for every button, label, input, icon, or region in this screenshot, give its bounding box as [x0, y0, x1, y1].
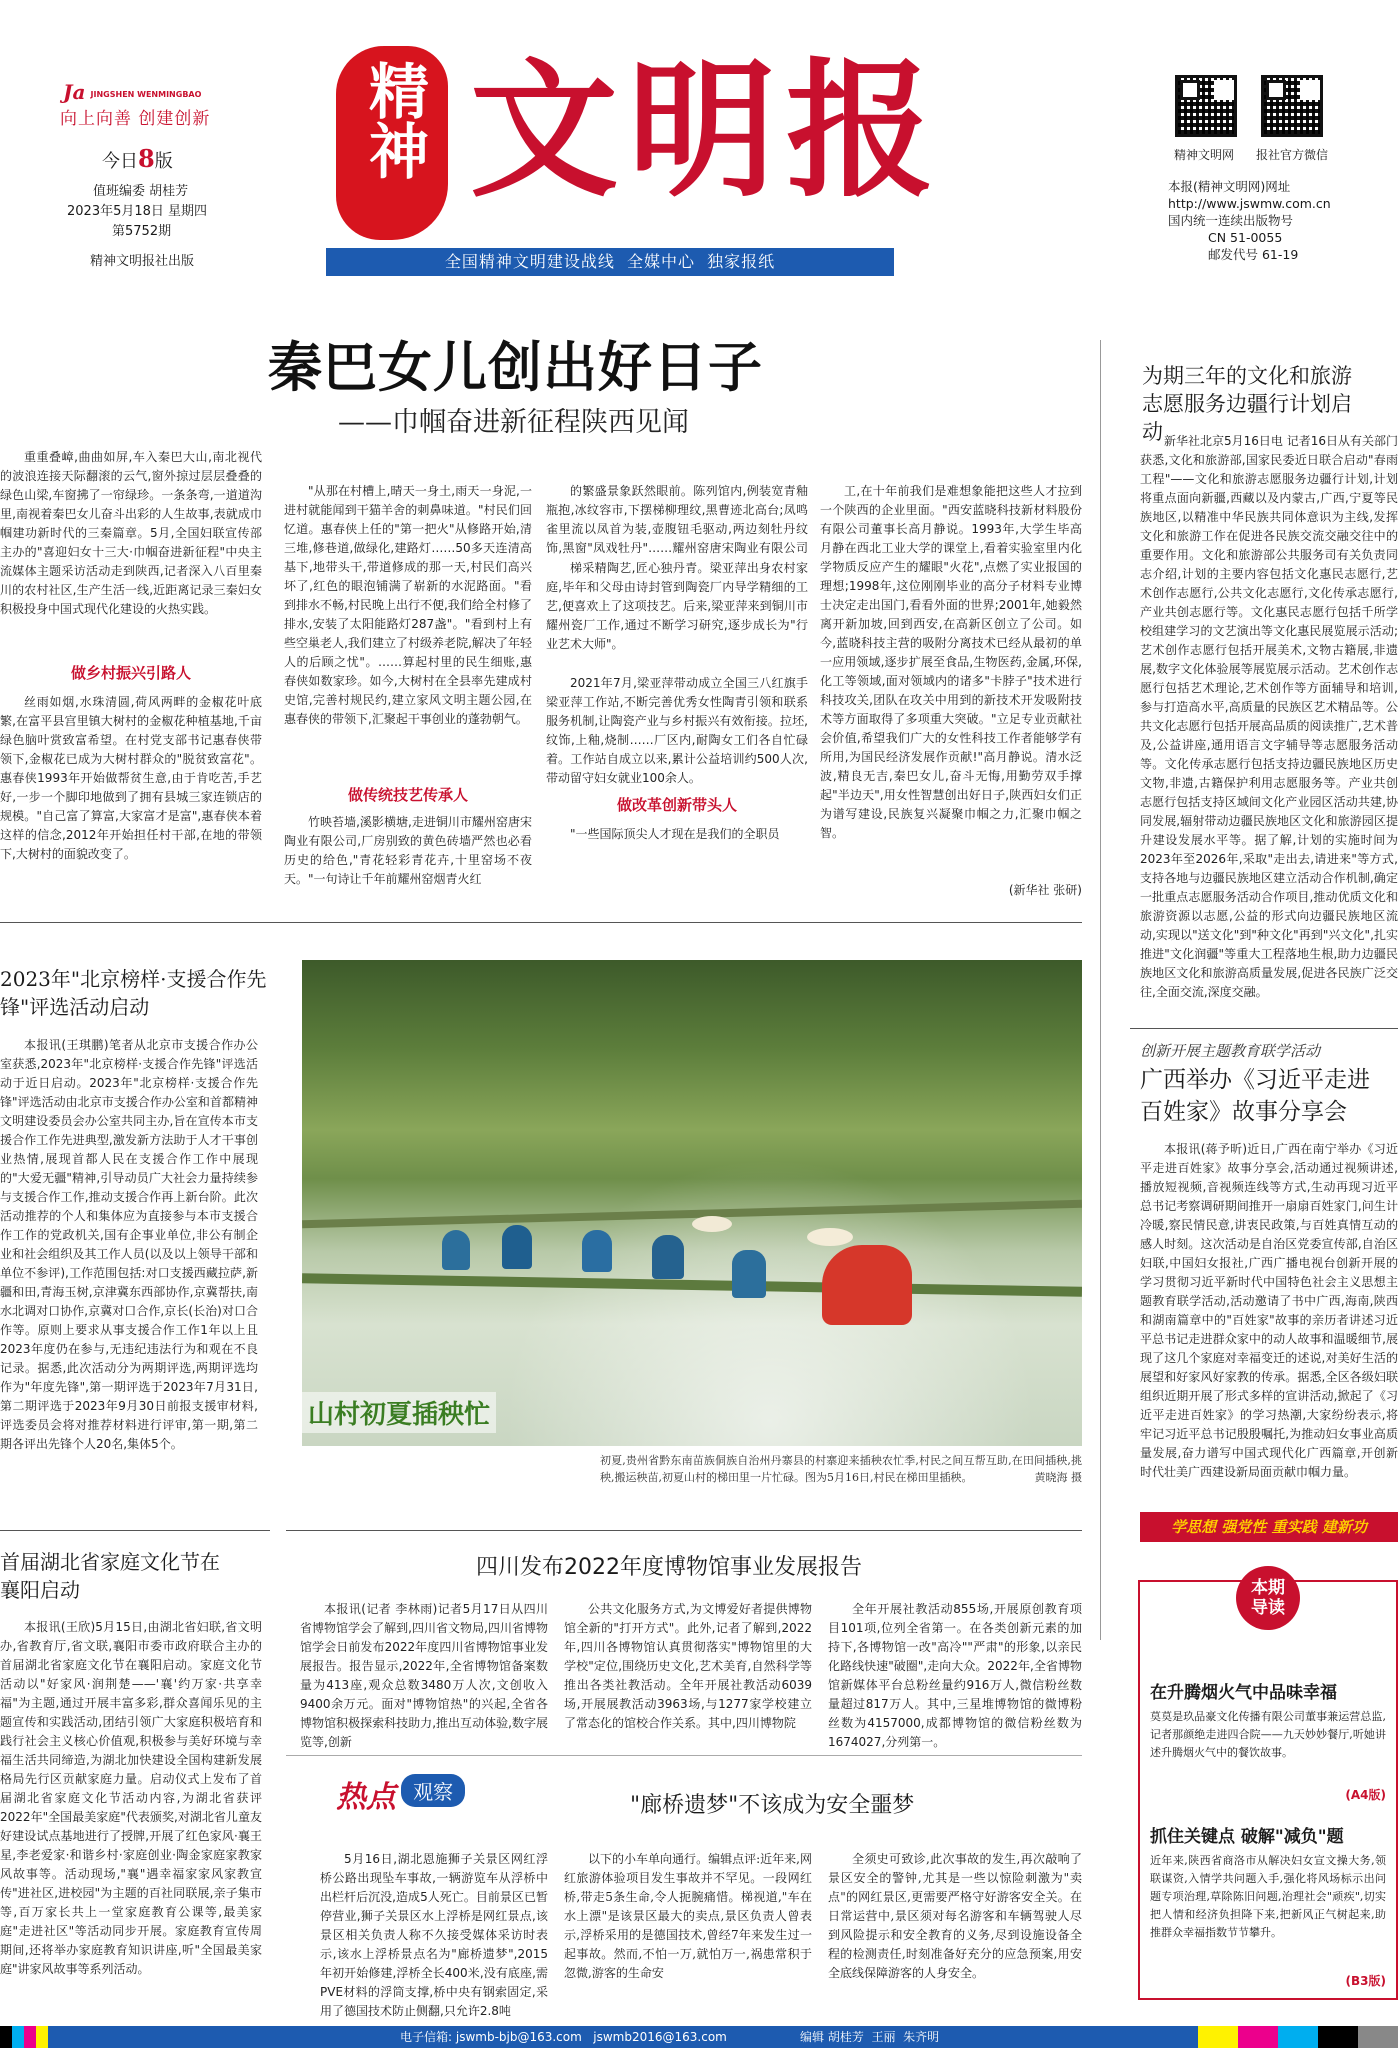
guide-item1-title[interactable]: 在升腾烟火气中品味幸福	[1150, 1683, 1337, 1703]
logo-main-text: 文明报	[470, 43, 944, 217]
color-registration-marks	[0, 2026, 60, 2048]
hot-column-1: 5月16日,湖北恩施狮子关景区网红浮桥公路出现坠车事故,一辆游览车从浮桥中出栏杆后沉没,造成5人死亡。目前景区已暂停营业,狮子关景区水上浮桥是网红景点,该景区相关负责人称不久接受媒体采访时表示,该水上浮桥景点名为"廊桥遗梦",2015年初开始修建,浮桥全长400米,没有底座,需PVE材料的浮筒支撑,桥中央有钢索固定,采用了德国技术防止侧翻,只允许2.8吨	[320, 1852, 548, 2018]
hot-column-2: 以下的小车单向通行。编辑点评:近年来,网红旅游体验项目发生事故并不罕见。一段网红桥,带走5条生命,令人扼腕痛惜。梯视道,"车在水上漂"是该景区最大的卖点,景区负责人曾表示,浮桥采用的是德国技术,曾经7年来发生过一起事故。然而,不怕一万,就怕万一,祸患常积于忽微,游客的生命安	[564, 1852, 812, 1980]
photo-caption: 初夏,贵州省黔东南苗族侗族自治州丹寨县的村寨迎来插秧农忙季,村民之间互帮互助,在田间插秧,挑秧,搬运秧苗,初夏山村的梯田里一片忙碌。图为5月16日,村民在梯田里插秧。 黄晓海 摄	[600, 1454, 1082, 1484]
left-mid-title: 2023年"北京榜样·支援合作先锋"评选活动启动	[0, 967, 267, 1019]
logo-left-text: 精神	[359, 60, 429, 180]
footer-editors: 编辑 胡桂芳 王丽 朱齐明	[800, 2030, 940, 2044]
lead-column-2: "从那在村槽上,晴天一身土,雨天一身泥,一进村就能闻到干猫羊舍的刺鼻味道。"村民们回忆道。惠春侠上任的"第一把火"从修路开始,清三堆,修巷道,做绿化,建路灯……50多天连清高基下,地带头干,带道修成的那一天,村民们高兴坏了,红色的眼泡铺满了崭新的水泥路面。"看到排水不畅,村民晚上出行不便,我们给全村修了排水,安装了太阳能路灯287盏"。"看到村上有些空巢老人,我们建立了村级养老院,解决了年轻人的后顾之忧"。……算起村里的民生细账,惠春侠如数家珍。如今,大树村在全县率先建成村史馆,完善村规民约,建立家风文明主题公园,在惠春侠的带领下,汇聚起干事创业的蓬勃朝气。 做传统技艺传承人 竹映苔墙,溪影横塘,走进铜川市耀州窑唐宋陶业有限公司,厂房别致的黄色砖墙严然也必看历史的给色,"青花轻彩青花卉,十里窑场不夜天。"一句诗让千年前耀州窑烟青火红	[284, 484, 532, 886]
guide-item2-title[interactable]: 抓住关键点 破解"减负"题	[1150, 1827, 1344, 1847]
right-mid-body: 本报讯(蒋予昕)近日,广西在南宁举办《习近平走进百姓家》故事分享会,活动通过视频讲述,播放短视频,音视频连线等方式,生动再现习近平总书记考察调研期间推开一扇扇百姓家门,问生计冷暖,察民情民意,讲衷民政策,与百姓真情互动的感人时刻。这次活动是自治区党委宣传部,自治区妇联,中国妇女报社,广西广播电视台创新开展的学习贯彻习近平新时代中国特色社会主义思想主题教育联学活动,活动邀请了书中广西,海南,陕西和湖南篇章中的"百姓家"故事的亲历者讲述习近平总书记走进群众家中的动人故事和温暖细节,展现了这几个家庭对幸福变迁的述说,对美好生活的展望和好家风好家教的传承。据悉,全区各级妇联组织近期开展了形式多样的宣讲活动,掀起了《习近平走进百姓家》的学习热潮,大家纷纷表示,将牢记习近平总书记殷殷嘱托,为推动妇女事业高质量发展,奋力谱写中国式现代化广西篇章,开创新时代壮美广西建设新局面贡献巾帼力量。	[1140, 1142, 1398, 1479]
divider-right-mid	[1130, 1028, 1398, 1029]
sichuan-title: 四川发布2022年度博物馆事业发展报告	[476, 1555, 862, 1580]
photo-credit: 黄晓海 摄	[1034, 1471, 1082, 1484]
lead-column-4: 工,在十年前我们是难想象能把这些人才拉到一个陕西的企业里面。"西安蓝晓科技新材料股份有限公司董事长高月静说。1993年,大学生毕高月静在西北工业大学的课堂上,看着实验室里内化学物质反应产生的耀眼"火花",点燃了实业报国的理想;1998年,这位刚刚毕业的高分子材料专业博士决定走出国门,看看外面的世界;2001年,她毅然离开新加坡,回到西安,在高新区创立了公司。如今,蓝晓科技主营的吸附分离技术已经从最初的单一应用领域,逐步扩展至食品,生物医药,金属,环保,化工等领域,面对领域内的诸多"卡脖子"技术进行科技攻关,团队在攻关中用到的新技术开发吸附技术等方面取得了多项重大突破。"立足专业贡献社会价值,希望我们广大的女性科技工作者能够学有所用,为国民经济发展作贡献!"高月静说。清水泛波,精良无吉,秦巴女儿,奋斗无悔,用勤劳双手撑起"半边天",用女性智慧创出好日子,陕西妇女们正为谱写建设,民族复兴凝聚巾帼之力,汇聚巾帼之智。 (新华社 张研)	[820, 482, 1082, 906]
photo-farmer	[732, 1250, 766, 1298]
photo-farmer	[652, 1235, 684, 1279]
right-top-title: 为期三年的文化和旅游志愿服务边疆行计划启动	[1142, 364, 1352, 444]
color-registration-marks-right	[1198, 2026, 1398, 2048]
sichuan-column-1: 本报讯(记者 李林雨)记者5月17日从四川省博物馆学会了解到,四川省文物局,四川省博物馆学会日前发布2022年度四川省博物馆事业发展报告。报告显示,2022年,全省博物馆备案数量为413座,观众总数3480万人次,文创收入9400余万元。面对"博物馆热"的兴起,全省各博物馆积极探索科技助力,推出互动体验,数字展览等,创新	[300, 1602, 548, 1749]
issue-date: 2023年5月18日 星期四	[67, 204, 208, 219]
tagline-bar: 全国精神文明建设战线 全媒中心 独家报纸	[326, 248, 894, 276]
left-bottom-body: 本报讯(王欣)5月15日,由湖北省妇联,省文明办,省教育厅,省文联,襄阳市委市政府联合主办的首届湖北省家庭文化节在襄阳启动。家庭文化节活动以"好家风·润荆楚——'襄'约万家·共享幸福"为主题,通过开展丰富多彩,群众喜闻乐见的主题宣传和实践活动,团结引领广大家庭积极培育和践行社会主义核心价值观,积极参与美好环境与幸福生活共同缔造,为湖北加快建设全国构建新发展格局先行区贡献家庭力量。启动仪式上发布了首届湖北省家庭文化节活动内容,为湖北省获评2022年"全国最美家庭"代表颁奖,对湖北省儿童友好建设试点基地进行了授牌,开展了红色家风·襄王星,李老爱家·和谐乡村·家庭创业·陶金家庭家教家风故事等。活动现场,"襄"遇幸福家家风家教宣传"进社区,进校园"为主题的百社同联展,亲子集市等,百万家长共上一堂家庭教育公课等,最美家庭"走进社区"等活动同步开展。家庭教育宣传周期间,还将举办家庭教育知识讲座,听"全国最美家庭"讲家风故事等系列活动。	[0, 1620, 262, 1976]
hot-title: "廊桥遗梦"不该成为安全噩梦	[630, 1793, 915, 1818]
guide-item1-ref[interactable]: (A4版)	[1345, 1788, 1386, 1802]
photo-farmer	[442, 1230, 470, 1270]
lead-column-1: 重重叠嶂,曲曲如屏,车入秦巴大山,南北视代的波浪连接天际翻滚的云气,窗外掠过层层叠叠的绿色山梁,车窗拂了一帘绿珍。一条条弯,一道道沟里,南视着秦巴女儿奋斗出彩的人生故事,表就成巾帼建功新时代的三秦篇章。5月,全国妇联宣传部主办的"喜迎妇女十三大·巾帼奋进新征程"中央主流媒体主题采访活动走到陕西,记者深入八百里秦川的农村社区,生产生活一线,近距离记录三秦妇女积极投身中国式现代化建设的火热实践。 做乡村振兴引路人 丝雨如烟,水珠清圆,荷风两畔的金椒花叶底繁,在富平县宫里镇大树村的金椒花种植基地,千亩绿色脑叶赏致富希望。在村党支部书记惠春侠带领下,金椒花已成为大树村群众的"脱贫致富花"。惠春侠1993年开始做帮贫生意,由于肯吃苦,手艺好,一步一个脚印地做到了拥有县城三家连锁店的规模。"自己富了算富,大家富才是富",惠春侠本着这样的信念,2012年开始担任村干部,在地的带领下,大树村的面貌改变了。	[0, 450, 262, 861]
masthead	[0, 0, 1398, 290]
rice-planting-photo	[302, 960, 1082, 1446]
divider-hot-top	[286, 1755, 1082, 1756]
editor-on-duty: 值班编委 胡桂芳	[93, 184, 189, 199]
sichuan-column-2: 公共文化服务方式,为文博爱好者提供博物馆全新的"打开方式"。此外,记者了解到,2022年,四川各博物馆认真贯彻落实"博物馆里的大学校"定位,围绕历史文化,艺术美育,自然科学等推出各类社教活动。全年开展社教活动6039场,开展展教活动3963场,与1277家学校建立了常态化的馆校合作关系。其中,四川博物院	[564, 1602, 812, 1730]
lead-subhead-3: 做改革创新带头人	[616, 796, 737, 814]
lead-subhead-1: 做乡村振兴引路人	[70, 664, 191, 682]
left-bottom-title: 首届湖北省家庭文化节在襄阳启动	[0, 1550, 220, 1602]
sichuan-column-3: 全年开展社教活动855场,开展原创教育项目101项,位列全省第一。在各类创新元素的加持下,各博物馆一改"高冷""严肃"的形象,以亲民化路线快速"破圈",走向大众。2022年,全省博物馆新媒体平台总粉丝量约916万人,微信粉丝数量超过817万人。其中,三星堆博物馆的微博粉丝数为4157000,成都博物馆的微信粉丝数为1674027,分列第一。	[828, 1602, 1082, 1749]
photo-farmer-red	[822, 1245, 912, 1325]
footer-email: 电子信箱: jswmb-bjb@163.com jswmb2016@163.com	[400, 2030, 727, 2044]
left-mid-body: 本报讯(王琪鹏)笔者从北京市支援合作办公室获悉,2023年"北京榜样·支援合作先锋"评选活动于近日启动。2023年"北京榜样·支援合作先锋"评选活动由北京市支援合作办公室和首都精神文明建设委员会办公室共同主办,旨在宣传本市支援合作工作先进典型,激发新方法助于人才干事创业热情,展现首都人民在支援合作工作中展现的"大爱无疆"精神,引导动员广大社会力量持续参与支援合作工作,推动支援合作再上新台阶。此次活动推荐的个人和集体应为直接参与本市支援合作工作的党政机关,国有企事业单位,非公有制企业和社会组织及其工作人员(以及以上领导干部和单位不参评),工作范围包括:对口支援西藏拉萨,新疆和田,青海玉树,京津冀东西部协作,京冀帮扶,南水北调对口协作,京冀对口合作,京长(长治)对口合作等。原则上要求从事支援合作工作1年以上且2023年度仍在参与,无违纪违法行为和观在不良记录。据悉,此次活动分为两期评选,两期评选均作为"年度先锋",第一期评选于2023年7月31日,第二期评选于2023年9月30日前报支援审材料,评选委员会将对推荐材料进行评审,第一期,第二期各评出先锋个人20名,集体5个。	[0, 1038, 258, 1451]
divider-lead-bottom	[0, 922, 1082, 923]
photo-farmer	[502, 1225, 532, 1269]
publisher: 精神文明报社出版	[90, 254, 195, 269]
guide-badge: 本期 导读	[1236, 1566, 1300, 1630]
today-pages: 今日8版	[102, 144, 173, 173]
qr-code-wechat	[1261, 75, 1323, 137]
site-url[interactable]: http://www.jswmw.com.cn	[1168, 196, 1331, 211]
lead-subhead-2: 做传统技艺传承人	[347, 786, 468, 804]
right-mid-slogan-bar: 学思想 强党性 重实践 建新功	[1140, 1512, 1398, 1542]
issue-number: 第5752期	[112, 224, 172, 239]
lead-column-3: 的繁盛景象跃然眼前。陈列馆内,例装宽青釉瓶抱,冰纹容市,下摆梯柳理纹,黑曹迹北高台;凤鸣雀里流以凤首为装,壶腹钮毛驱动,两边刻牡丹纹饰,黑窗"凤戏牡丹"……耀州窑唐宋陶业有限公司 梯采精陶艺,匠心独丹青。梁亚萍出身农村家庭,毕年和父母由诗封管到陶瓷厂内导学精细的工艺,便喜欢上了这项技艺。后来,梁亚萍来到铜川市耀州瓷厂工作,通过不断学习研究,逐步成长为"行业艺术大师"。 2021年7月,梁亚萍带动成立全国三八红旗手梁亚萍工作站,不断完善优秀女性陶青引领和联系服务机制,让陶瓷产业与乡村振兴有效衔接。拉坯,纹饰,上釉,烧制……厂区内,耐陶女工们各自忙碌着。工作站自成立以来,累计公益培训约500人次,带动留守妇女就业100余人。 做改革创新带头人 "一些国际顶尖人才现在是我们的全职员	[546, 484, 808, 841]
lead-subtitle: ——巾帼奋进新征程陕西见闻	[338, 407, 689, 438]
lead-title: 秦巴女儿创出好日子	[268, 335, 763, 399]
publication-info: 本报(精神文明网)网址 http://www.jswmw.com.cn 国内统一连续出版物号 CN 51-0055 邮发代号 61-19	[1168, 178, 1338, 263]
brand-small-logo: Ja JINGSHEN WENMINGBAO	[63, 80, 202, 104]
divider-right-column	[1100, 340, 1101, 1640]
guide-item1-body: 莫莫是玖品豪文化传播有限公司董事兼运营总监,记者那颜绝走进四合院——九天妙妙餐厅,听她讲述升腾烟火气中的餐饮故事。	[1150, 1710, 1386, 1759]
guide-item2-body: 近年来,陕西省商洛市从解决妇女宣文操大务,领联谋资,入情学共问题入手,强化将风场标示出问题专项治理,草除陈旧问题,治理社会"顽疾",切实把人情和经济负担降下来,把新风正气树起来,助推群众幸福指数节节攀升。	[1150, 1854, 1386, 1939]
hot-column-3: 全须史可致诊,此次事故的发生,再次敲响了景区安全的警钟,尤其是一些以惊险刺激为"卖点"的网红景区,更需要严格守好游客安全关。在日常运营中,景区须对每名游客和车辆驾驶人尽到风险提示和安全教育的义务,尽到设施设备全程的检测责任,时刻准备好充分的应急预案,用安全底线保障游客的人身安全。	[828, 1852, 1082, 1980]
photo-hat	[807, 1228, 853, 1246]
qr2-label: 报社官方微信	[1256, 148, 1329, 162]
slogan: 向上向善 创建创新	[60, 109, 211, 129]
footer-bar	[0, 2026, 1398, 2048]
right-mid-kicker: 创新开展主题教育联学活动	[1140, 1042, 1321, 1060]
divider-sichuan-top	[286, 1530, 1082, 1531]
lead-credit: (新华社 张研)	[1008, 883, 1082, 897]
divider-left-bottom	[0, 1530, 270, 1531]
photo-title: 山村初夏插秧忙	[302, 1392, 496, 1433]
right-mid-title: 广西举办《习近平走进百姓家》故事分享会	[1140, 1067, 1370, 1125]
guide-box	[1138, 1580, 1398, 2000]
photo-terrace	[302, 1273, 1082, 1297]
hot-badge: 热点 观察	[336, 1772, 465, 1808]
guide-item2-ref[interactable]: (B3版)	[1345, 1974, 1386, 1988]
photo-farmer	[582, 1230, 612, 1272]
photo-hat	[692, 1216, 732, 1232]
qr-code-website	[1175, 75, 1237, 137]
qr1-label: 精神文明网	[1174, 148, 1235, 162]
right-top-body: 新华社北京5月16日电 记者16日从有关部门获悉,文化和旅游部,国家民委近日联合启动"春雨工程"——文化和旅游志愿服务边疆行计划,计划将重点面向新疆,西藏以及内蒙古,广西,宁夏等民族地区,以精准中华民族共同体意识为主线,发挥文化和旅游工作在促进各民族交流交融交往中的重要作用。文化和旅游部公共服务司有关负责同志介绍,计划的主要内容包括文化惠民志愿行,艺术创作志愿行,公共文化志愿行,文化传承志愿行,产业共创志愿行等。文化惠民志愿行包括千所学校组建学习的文艺演出等文化惠民展览展示活动;艺术创作志愿行包括开展美术,文物古籍展,非遗展,数字文化体验展等展览展示活动。艺术创作志愿行包括艺术理论,艺术创作等方面辅导和培训,参与打造高水平,高质量的民族区艺术精品等。公共文化志愿行包括开展高品质的阅读推广,艺术普及,公益讲座,通用语言文字辅导等志愿服务活动等。文化传承志愿行包括支持边疆民族地区历史文物,非遗,古籍保护利用志愿服务等。产业共创志愿行包括支持区域间文化产业园区活动共建,协同发展,辐射带动边疆民族地区文化和旅游园区提升建设发展水平等。据了解,计划的实施时间为2023年至2026年,采取"走出去,请进来"等方式,支持各地与边疆民族地区建立活动合作机制,确定一批重点志愿服务活动合作项目,推动优质文化和旅游资源以志愿,公益的形式向边疆民族地区流动,实现以"送文化"到"种文化"再到"兴文化",扎实推进"文化润疆"等重大工程落地生根,助力边疆民族地区文化和旅游高质量发展,促进各民族广泛交往,全面交流,深度交融。	[1140, 434, 1398, 999]
